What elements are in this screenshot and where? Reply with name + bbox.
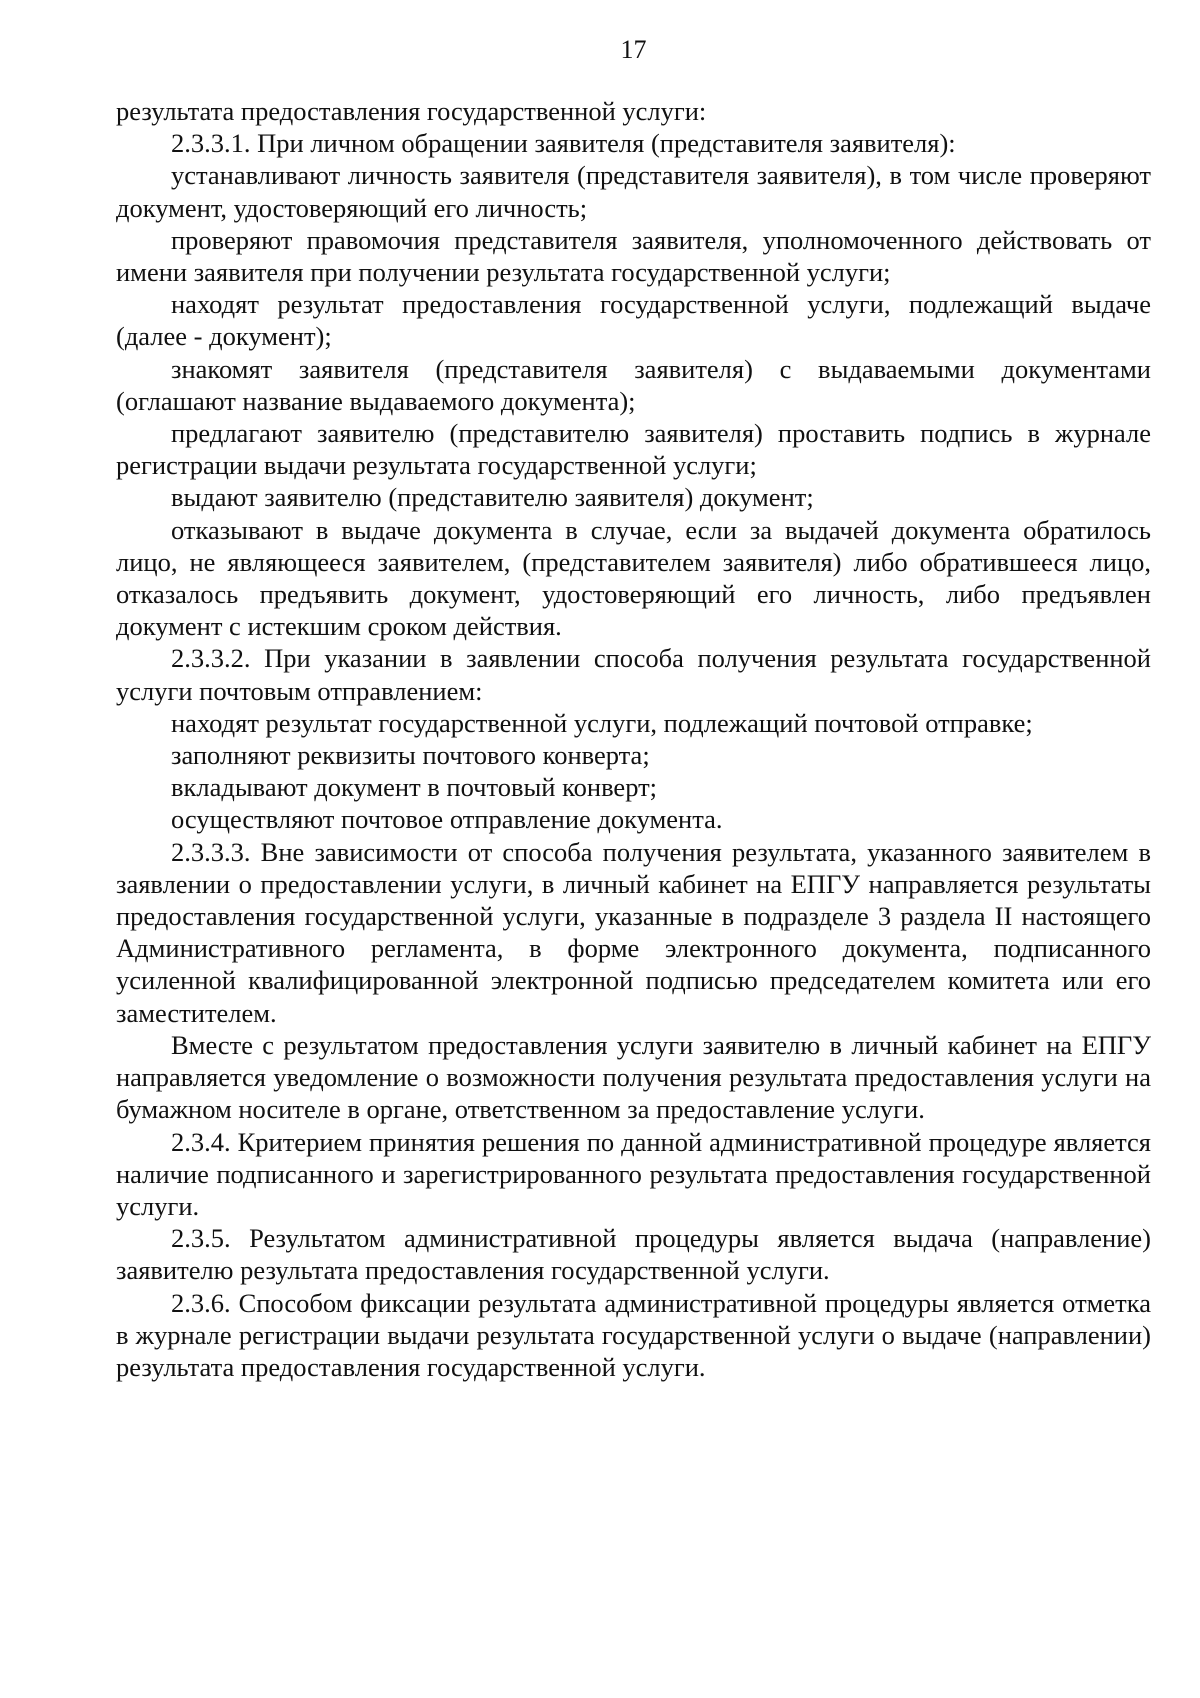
paragraph-identify-applicant: устанавливают личность заявителя (представителя заявителя), в том числе проверяют документ, удостоверяющий его личность; — [116, 160, 1151, 223]
paragraph-2-3-6: 2.3.6. Способом фиксации результата административной процедуры является отметка в журнале регистрации выдачи результата государственной услуги о выдаче (направлении) результата предоставления государственной услуги. — [116, 1287, 1151, 1382]
paragraph-signature-request: предлагают заявителю (представителю заявителя) проставить подпись в журнале регистрации выдачи результата государственной услуги; — [116, 418, 1151, 481]
paragraph-send-mail: осуществляют почтовое отправление документа. — [171, 804, 723, 835]
paragraph-2-3-3-1-heading: 2.3.3.1. При личном обращении заявителя (представителя заявителя): — [171, 128, 956, 159]
paragraph-enclose-document: вкладывают документ в почтовый конверт; — [171, 772, 658, 803]
paragraph-2-3-5: 2.3.5. Результатом административной процедуры является выдача (направление) заявителю результата предоставления государственной услуги. — [116, 1223, 1151, 1286]
paragraph-find-result: находят результат предоставления государственной услуги, подлежащий выдаче (далее - документ); — [116, 289, 1151, 352]
paragraph-notification: Вместе с результатом предоставления услуги заявителю в личный кабинет на ЕПГУ направляется уведомление о возможности получения результата предоставления услуги на бумажном носителе в органе, ответственном за предоставление услуги. — [116, 1029, 1151, 1125]
paragraph-refusal: отказывают в выдаче документа в случае, если за выдачей документа обратилось лицо, не являющееся заявителем, (представителем заявителя) либо обратившееся лицо, отказалось предъявить документ, удостоверяющий его личность, либо предъявлен документ с истекшим сроком действия. — [116, 514, 1151, 642]
document-body — [116, 95, 1151, 1383]
paragraph-find-postal-result: находят результат государственной услуги, подлежащий почтовой отправке; — [171, 707, 1033, 738]
paragraph-continuation: результата предоставления государственной услуги: — [116, 96, 707, 126]
paragraph-familiarize: знакомят заявителя (представителя заявителя) с выдаваемыми документами (оглашают название выдаваемого документа); — [116, 353, 1151, 416]
document-page — [116, 0, 1151, 1698]
paragraph-fill-envelope: заполняют реквизиты почтового конверта; — [171, 740, 650, 771]
paragraph-2-3-3-2-heading: 2.3.3.2. При указании в заявлении способа получения результата государственной услуги почтовым отправлением: — [116, 643, 1151, 706]
paragraph-check-authority: проверяют правомочия представителя заявителя, уполномоченного действовать от имени заявителя при получении результата государственной услуги; — [116, 224, 1151, 288]
paragraph-2-3-4: 2.3.4. Критерием принятия решения по данной административной процедуре является наличие подписанного и зарегистрированного результата предоставления государственной услуги. — [116, 1126, 1151, 1221]
paragraph-2-3-3-3: 2.3.3.3. Вне зависимости от способа получения результата, указанного заявителем в заявлении о предоставлении услуги, в личный кабинет на ЕПГУ направляется результаты предоставления государственной услуги, указанные в подразделе 3 раздела II настоящего Административного регламента, в форме электронного документа, подписанного усиленной квалифицированной электронной подписью председателем комитета или его заместителем. — [116, 836, 1151, 1028]
paragraph-issue-document: выдают заявителю (представителю заявителя) документ; — [171, 482, 814, 513]
page-number: 17 — [620, 35, 647, 64]
